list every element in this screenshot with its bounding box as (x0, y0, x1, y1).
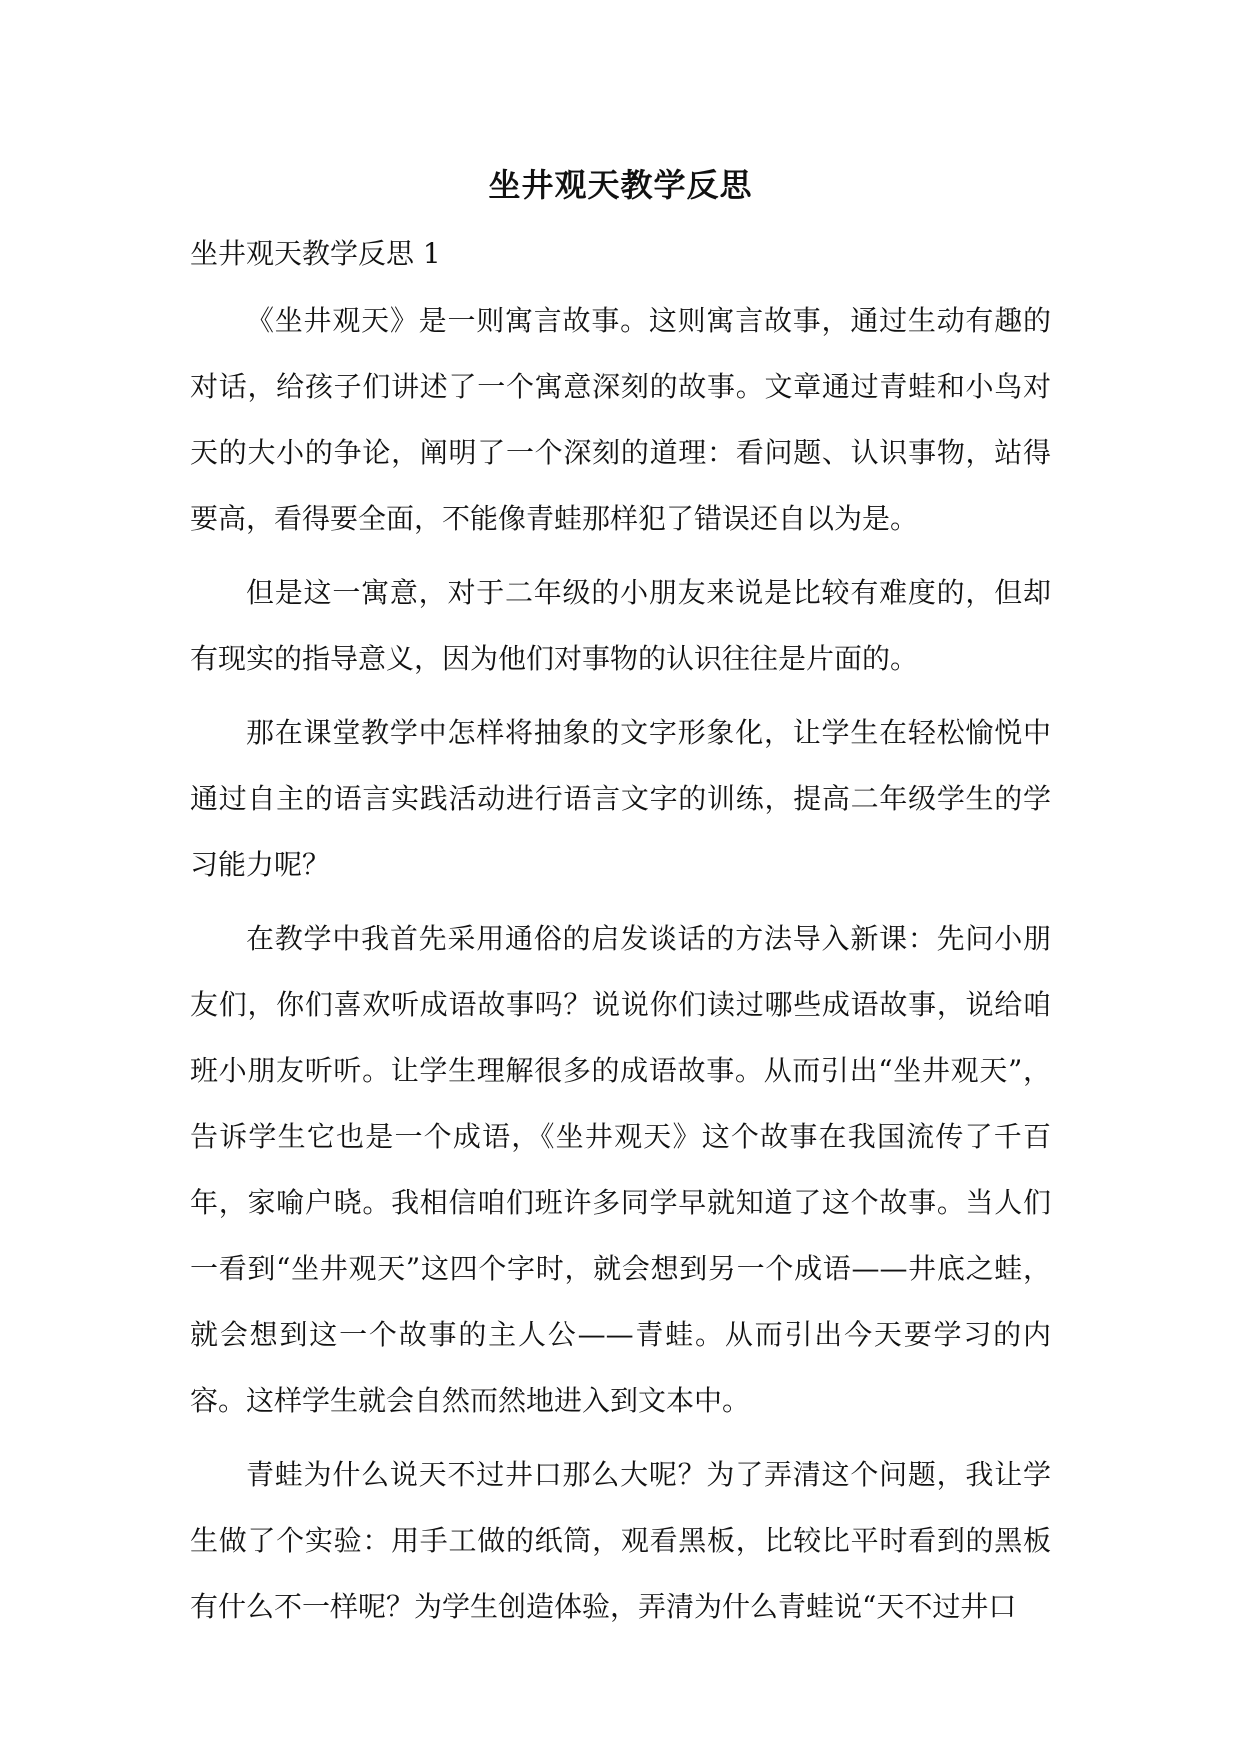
paragraph-4: 在教学中我首先采用通俗的启发谈话的方法导入新课：先问小朋友们，你们喜欢听成语故事吗？说说你们读过哪些成语故事，说给咱班小朋友听听。让学生理解很多的成语故事。从而引出“坐井观天”，告诉学生它也是一个成语，《坐井观天》这个故事在我国流传了千百年，家喻户晓。我相信咱们班许多同学早就知道了这个故事。当人们一看到“坐井观天”这四个字时，就会想到另一个成语——井底之蛙，就会想到这一个故事的主人公——青蛙。从而引出今天要学习的内容。这样学生就会自然而然地进入到文本中。 (190, 922, 1051, 1417)
section-heading: 坐井观天教学反思 1 (190, 237, 441, 270)
paragraph-3: 那在课堂教学中怎样将抽象的文字形象化，让学生在轻松愉悦中通过自主的语言实践活动进行语言文字的训练，提高二年级学生的学习能力呢？ (190, 716, 1051, 881)
paragraph-2: 但是这一寓意，对于二年级的小朋友来说是比较有难度的，但却有现实的指导意义，因为他们对事物的认识往往是片面的。 (190, 576, 1051, 675)
paragraph-1: 《坐井观天》是一则寓言故事。这则寓言故事，通过生动有趣的对话，给孩子们讲述了一个寓意深刻的故事。文章通过青蛙和小鸟对天的大小的争论，阐明了一个深刻的道理：看问题、认识事物，站得要高，看得要全面，不能像青蛙那样犯了错误还自以为是。 (190, 304, 1051, 535)
paragraph-5: 青蛙为什么说天不过井口那么大呢？为了弄清这个问题，我让学生做了个实验：用手工做的纸筒，观看黑板，比较比平时看到的黑板有什么不一样呢？为学生创造体验，弄清为什么青蛙说“天不过井口 (190, 1458, 1051, 1623)
document-title: 坐井观天教学反思 (488, 166, 753, 204)
document-body (190, 288, 1051, 1640)
